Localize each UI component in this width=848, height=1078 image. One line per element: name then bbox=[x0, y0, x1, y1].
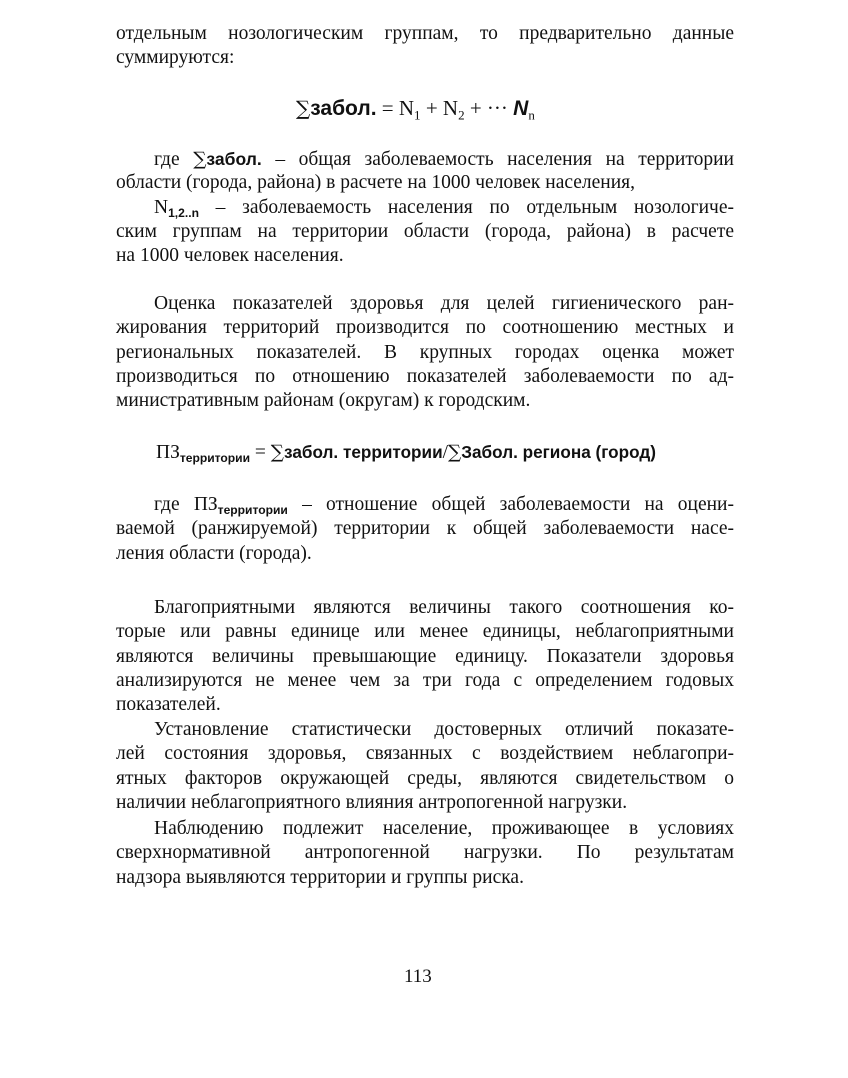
formula-term-n1: N bbox=[398, 96, 415, 120]
text-line: ления области (города). bbox=[116, 542, 312, 564]
text-line: области (города, района) в расчете на 1000 человек населения, bbox=[116, 172, 636, 194]
plus-sign: + bbox=[420, 96, 443, 120]
formula-term-region: Забол. региона (город) bbox=[461, 442, 656, 462]
definition-prefix: где bbox=[154, 149, 194, 170]
text-line: ским группам на территории области (города, района) в расчете bbox=[116, 220, 734, 242]
definition-term-sub: 1,2..n bbox=[168, 205, 199, 220]
text-line: министративным районам (округам) к городским. bbox=[116, 390, 531, 412]
text-line: лей состояния здоровья, связанных с воздействием неблагопри- bbox=[116, 743, 734, 765]
sigma-symbol: ∑ bbox=[448, 442, 462, 463]
text-line: отдельным нозологическим группам, то предварительно данные bbox=[116, 23, 734, 44]
formula-sub-2: 2 bbox=[458, 107, 465, 123]
plus-ellipsis: + ··· bbox=[464, 96, 514, 120]
definition-text: – общая заболеваемость населения на территории bbox=[261, 149, 734, 170]
formula-lhs: забол. bbox=[310, 97, 377, 120]
formula-total-morbidity bbox=[296, 96, 535, 121]
text-line: региональных показателей. В крупных городах оценка может bbox=[116, 341, 734, 363]
text-line bbox=[116, 196, 734, 220]
sigma-symbol: ∑ bbox=[296, 96, 311, 120]
equals-sign: = bbox=[376, 96, 399, 120]
definition-prefix-sub: территории bbox=[217, 503, 288, 518]
formula-sub-n: n bbox=[528, 107, 535, 123]
page-number: 113 bbox=[404, 966, 432, 987]
slash-sign: / bbox=[442, 442, 449, 463]
assessment-paragraph bbox=[116, 292, 734, 413]
definition-term: N bbox=[154, 196, 169, 218]
formula-term-territory: забол. территории bbox=[284, 442, 443, 462]
text-line: сверхнормативной антропогенной нагрузки. По результатам bbox=[116, 842, 734, 864]
text-line: Наблюдению подлежит население, проживающее в условиях bbox=[154, 818, 734, 839]
formula-sub-1: 1 bbox=[414, 107, 421, 123]
text-line: производиться по отношению показателей заболеваемости по ад- bbox=[116, 365, 734, 387]
statistics-paragraph bbox=[116, 718, 734, 815]
formula-term-nn: N bbox=[513, 97, 529, 120]
text-line: надзора выявляются территории и группы риска. bbox=[116, 866, 524, 888]
text-line: ваемой (ранжируемой) территории к общей заболеваемости насе- bbox=[116, 518, 734, 540]
formula-lhs-sub: территории bbox=[179, 451, 251, 466]
formula-territory-index bbox=[156, 442, 656, 464]
text-line: анализируются не менее чем за три года с определением годовых bbox=[116, 669, 734, 691]
formula-term-n2: N bbox=[442, 96, 459, 120]
sigma-symbol: ∑ bbox=[270, 442, 285, 463]
equals-sign: = bbox=[250, 442, 271, 463]
text-line: ятных факторов окружающей среды, являются свидетельством о bbox=[116, 767, 734, 789]
text-line: являются величины превышающие единицу. Показатели здоровья bbox=[116, 645, 734, 667]
text-line: наличии неблагоприятного влияния антропогенной нагрузки. bbox=[116, 791, 628, 813]
monitoring-paragraph bbox=[116, 817, 734, 890]
definition-text: – заболеваемость населения по отдельным нозологиче- bbox=[198, 196, 734, 218]
definition-territory-paragraph bbox=[116, 493, 734, 566]
text-line: Установление статистически достоверных отличий показате- bbox=[154, 719, 734, 740]
sigma-symbol: ∑ bbox=[193, 149, 207, 170]
definition-term: забол. bbox=[206, 149, 262, 169]
text-line bbox=[116, 493, 734, 517]
text-line: Оценка показателей здоровья для целей гигиенического ран- bbox=[154, 293, 734, 314]
intro-paragraph bbox=[116, 22, 734, 71]
text-line bbox=[116, 147, 734, 171]
text-line: Благоприятными являются величины такого соотношения ко- bbox=[154, 597, 734, 618]
definition-prefix: где ПЗ bbox=[154, 494, 218, 515]
text-line: на 1000 человек населения. bbox=[116, 245, 344, 267]
favorable-paragraph bbox=[116, 596, 734, 717]
text-line: суммируются: bbox=[116, 47, 235, 69]
text-line: жирования территорий производится по соотношению местных и bbox=[116, 317, 734, 339]
definitions-paragraph bbox=[116, 147, 734, 268]
text-line: торые или равны единице или менее единицы, неблагоприятными bbox=[116, 621, 734, 643]
text-line: показателей. bbox=[116, 694, 221, 716]
formula-lhs: ПЗ bbox=[156, 442, 180, 463]
definition-text: – отношение общей заболеваемости на оцени- bbox=[287, 494, 734, 515]
